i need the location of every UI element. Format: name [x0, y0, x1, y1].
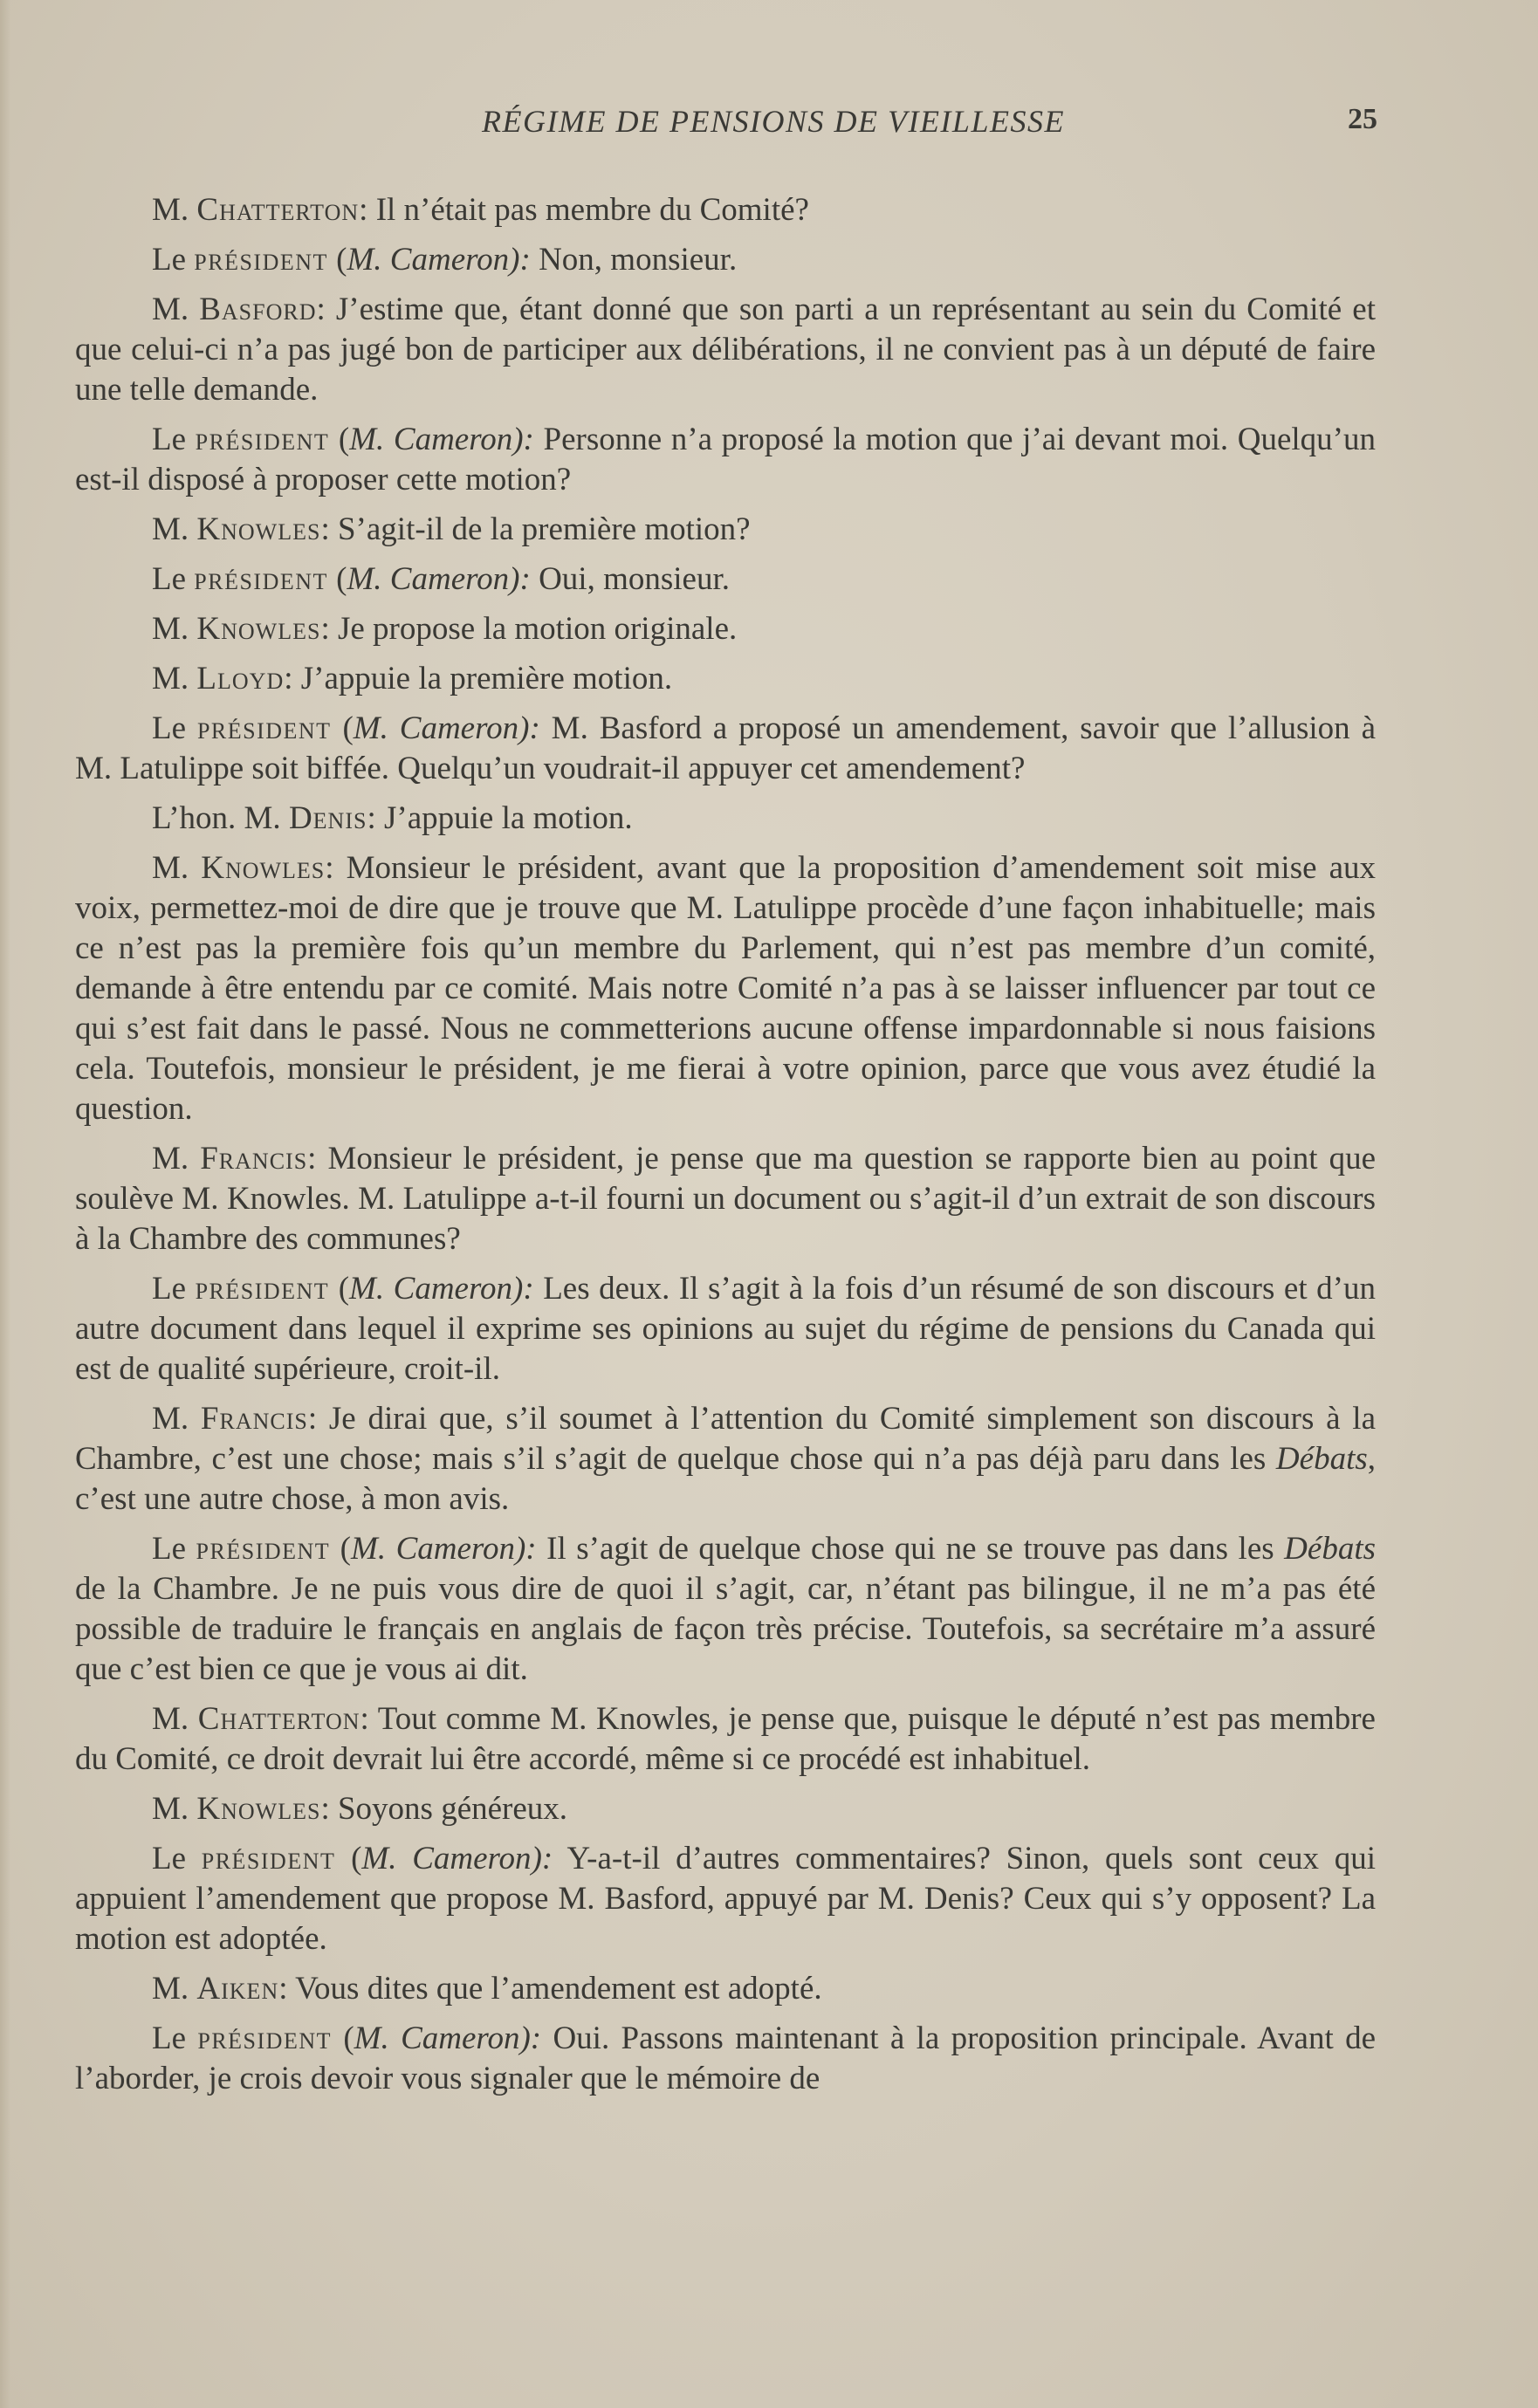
speaker-name: Chatterton [196, 192, 360, 228]
speaker-prefix: M. [152, 292, 200, 327]
speaker-colon: : [278, 1971, 296, 2007]
chair-name: M. Cameron [351, 1531, 515, 1567]
speech-text: Les deux. Il s’agit à la fois d’un résumé de son discours et d’un autre document dans lequel il exprime ses opinions au sujet du régime de pensions du Canada qui est de qualité supérieure, croit-il. [75, 1271, 1376, 1387]
speaker-prefix: M. [152, 850, 202, 886]
transcript-paragraph [75, 2019, 1376, 2099]
chair-name: M. Cameron [347, 242, 510, 278]
speaker-name: Francis [200, 1141, 308, 1177]
transcript-paragraph [75, 1839, 1376, 1959]
transcript-paragraph [75, 240, 1376, 280]
speaker-prefix: Le [152, 2020, 198, 2056]
chair-name: M. Cameron [349, 1271, 512, 1307]
speaker-name: Aiken [196, 1971, 279, 2007]
speaker-prefix: M. [152, 511, 197, 547]
speaker-name: Francis [200, 1401, 308, 1437]
speaker-role: président [201, 1841, 336, 1876]
transcript-paragraph [75, 609, 1376, 649]
role-paren-close: ): [518, 710, 540, 746]
speaker-prefix: Le [152, 1531, 196, 1567]
speaker-name: Knowles [196, 611, 321, 647]
chair-name: M. Cameron [347, 561, 510, 597]
speech-text: Je dirai que, s’il soumet à l’attention du Comité simplement son discours à la Chambre, c’est une chose; mais s’il s’agit de quelque chose qui n’a pas déjà paru dans les [75, 1401, 1376, 1477]
speaker-role: président [196, 1531, 331, 1567]
speaker-colon: : [307, 1141, 328, 1177]
speech-text-continued: , c’est une autre chose, à mon avis. [75, 1441, 1376, 1517]
transcript-paragraph [75, 420, 1376, 500]
speaker-colon: : [325, 850, 347, 886]
role-paren-close: ): [512, 1271, 534, 1307]
speech-text: Oui. Passons maintenant à la proposition principale. Avant de l’aborder, je crois devoir vous signaler que le mémoire de [75, 2020, 1376, 2096]
role-paren-open: ( [327, 561, 347, 597]
speaker-role: président [195, 1271, 330, 1307]
speaker-prefix: L’hon. M. [152, 800, 289, 836]
speech-text: Monsieur le président, avant que la proposition d’amendement soit mise aux voix, permettez-moi de dire que je trouve que M. Latulippe procède d’une façon inhabituelle; mais ce n’est pas la première fois qu’un membre du Parlement, qui n’est pas membre d’un comité, demande à être entendu par ce comité. Mais notre Comité n’a pas à se laisser influencer par tout ce qui s’est fait dans le passé. Nous ne commetterions aucune offense impardonnable si nous faisions cela. Toutefois, monsieur le président, je me fierai à votre opinion, parce que vous avez étudié la question. [75, 850, 1377, 1127]
speaker-name: Knowles [196, 1791, 321, 1827]
speech-text: J’appuie la première motion. [300, 661, 673, 696]
speaker-colon: : [320, 611, 338, 647]
transcript-paragraph [75, 848, 1376, 1129]
speech-text: Je propose la motion originale. [337, 611, 738, 647]
speech-italic: Débats [1275, 1441, 1368, 1477]
speaker-name: Lloyd [196, 661, 285, 696]
chair-name: M. Cameron [353, 710, 519, 746]
transcript-body [75, 190, 1376, 2099]
role-paren-close: ): [509, 561, 531, 597]
role-paren-open: ( [329, 1271, 350, 1307]
role-paren-close: ): [509, 242, 531, 278]
transcript-paragraph [75, 1789, 1376, 1829]
speech-text: Y-a-t-il d’autres commentaires? Sinon, quels sont ceux qui appuient l’amendement que propose M. Basford, appuyé par M. Denis? Ceux qui s’y opposent? La motion est adoptée. [75, 1841, 1377, 1957]
speech-text: Soyons généreux. [337, 1791, 568, 1827]
speaker-prefix: M. [152, 1401, 201, 1437]
chair-name: M. Cameron [354, 2020, 520, 2056]
speaker-role: président [195, 422, 330, 457]
speaker-prefix: M. [152, 192, 197, 228]
speech-text: S’agit-il de la première motion? [337, 511, 751, 547]
transcript-paragraph [75, 510, 1376, 550]
role-paren-open: ( [327, 242, 347, 278]
transcript-paragraph [75, 1969, 1376, 2009]
speaker-role: président [194, 561, 328, 597]
speaker-colon: : [360, 1701, 378, 1737]
speech-text: Non, monsieur. [530, 242, 738, 278]
speaker-colon: : [284, 661, 301, 696]
speech-text: Personne n’a proposé la motion que j’ai devant moi. Quelqu’un est-il disposé à proposer cette motion? [75, 422, 1376, 497]
speaker-prefix: Le [152, 1841, 202, 1876]
role-paren-open: ( [330, 1531, 352, 1567]
speaker-colon: : [320, 1791, 338, 1827]
page-number: 25 [1348, 103, 1377, 135]
transcript-paragraph [75, 799, 1376, 839]
transcript-paragraph [75, 290, 1376, 410]
document-page [75, 94, 1376, 2109]
speaker-role: président [194, 242, 328, 278]
speaker-prefix: M. [152, 1701, 198, 1737]
role-paren-open: ( [329, 422, 350, 457]
role-paren-close: ): [512, 422, 534, 457]
speech-text: J’estime que, étant donné que son parti a un représentant au sein du Comité et que celui-ci n’a pas jugé bon de participer aux délibérations, il ne convient pas à un député de faire une telle demande. [75, 292, 1376, 408]
chair-name: M. Cameron [349, 422, 513, 457]
transcript-paragraph [75, 1529, 1376, 1690]
speaker-colon: : [316, 292, 336, 327]
speaker-prefix: Le [152, 561, 195, 597]
role-paren-open: ( [335, 1841, 362, 1876]
speaker-prefix: M. [152, 1141, 201, 1177]
speaker-prefix: M. [152, 611, 197, 647]
speech-text: Monsieur le président, je pense que ma question se rapporte bien au point que soulève M. Knowles. M. Latulippe a-t-il fourni un document ou s’agit-il d’un extrait de son discours à la Chambre des communes? [75, 1141, 1377, 1257]
speech-text-continued: de la Chambre. Je ne puis vous dire de quoi il s’agit, car, n’étant pas bilingue, il ne m’a pas été possible de traduire le français en anglais de façon très précise. Toutefois, sa secrétaire m’a assuré que c’est bien ce que je vous ai dit. [75, 1571, 1376, 1687]
speaker-prefix: M. [152, 1791, 197, 1827]
page-header [75, 94, 1376, 155]
page-edge-shadow [0, 0, 10, 2408]
speaker-name: Basford [199, 292, 317, 327]
speaker-prefix: M. [152, 661, 197, 696]
speaker-role: président [196, 710, 332, 746]
speech-text: M. Basford a proposé un amendement, savoir que l’allusion à M. Latulippe soit biffée. Quelqu’un voudrait-il appuyer cet amendement? [75, 710, 1376, 786]
speaker-name: Knowles [196, 511, 321, 547]
role-paren-close: ): [514, 1531, 537, 1567]
role-paren-open: ( [331, 710, 354, 746]
transcript-paragraph [75, 1699, 1376, 1780]
transcript-paragraph [75, 190, 1376, 230]
role-paren-open: ( [332, 2020, 354, 2056]
speaker-role: président [197, 2020, 332, 2056]
speaker-colon: : [359, 192, 376, 228]
speech-text: J’appuie la motion. [383, 800, 633, 836]
speaker-prefix: Le [152, 422, 196, 457]
role-paren-close: ): [519, 2020, 542, 2056]
speech-text: Oui, monsieur. [530, 561, 730, 597]
speaker-colon: : [367, 800, 384, 836]
speech-text: Vous dites que l’amendement est adopté. [295, 1971, 822, 2007]
transcript-paragraph [75, 1139, 1376, 1259]
speaker-prefix: Le [152, 242, 195, 278]
transcript-paragraph [75, 709, 1376, 789]
role-paren-close: ): [531, 1841, 553, 1876]
speech-italic: Débats [1284, 1531, 1376, 1567]
transcript-paragraph [75, 559, 1376, 600]
speaker-name: Knowles [201, 850, 326, 886]
speech-text: Il s’agit de quelque chose qui ne se trouve pas dans les [536, 1531, 1285, 1567]
transcript-paragraph [75, 1269, 1376, 1389]
speech-text: Il n’était pas membre du Comité? [375, 192, 809, 228]
speech-text: Tout comme M. Knowles, je pense que, puisque le député n’est pas membre du Comité, ce droit devrait lui être accordé, même si ce procédé est inhabituel. [75, 1701, 1376, 1777]
transcript-paragraph [75, 659, 1376, 699]
speaker-prefix: Le [152, 1271, 196, 1307]
speaker-colon: : [307, 1401, 329, 1437]
speaker-colon: : [320, 511, 338, 547]
speaker-name: Denis [288, 800, 367, 836]
speaker-prefix: M. [152, 1971, 197, 2007]
chair-name: M. Cameron [361, 1841, 532, 1876]
speaker-name: Chatterton [197, 1701, 360, 1737]
running-title: RÉGIME DE PENSIONS DE VIEILLESSE [482, 104, 1065, 139]
speaker-prefix: Le [152, 710, 197, 746]
transcript-paragraph [75, 1399, 1376, 1520]
